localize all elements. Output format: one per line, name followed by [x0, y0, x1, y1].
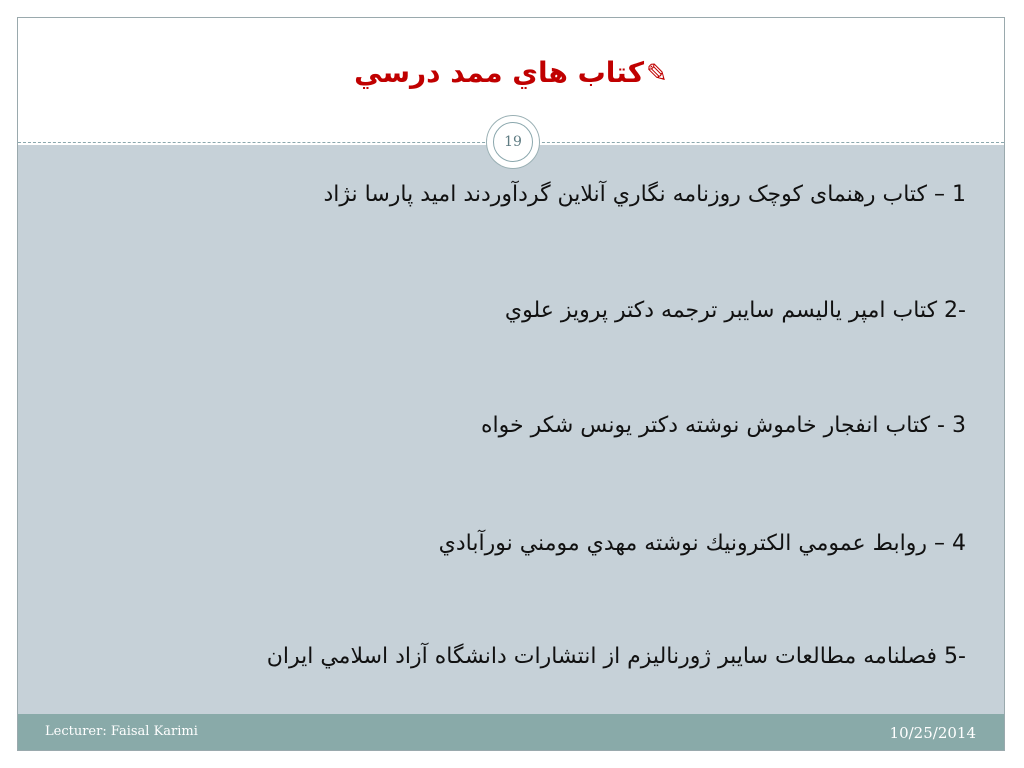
- list-item: -5 فصلنامه مطالعات سايبر ژورناليزم از انتشارات دانشگاه آزاد اسلامي ايران: [266, 644, 966, 669]
- page-number-badge: [487, 116, 539, 168]
- list-item: -2 کتاب امپر ياليسم سايبر ترجمه دکتر پرويز علوي: [504, 298, 966, 323]
- lecturer-label: Lecturer: Faisal Karimi: [45, 724, 198, 739]
- list-item: 3 - کتاب انفجار خاموش نوشته دکتر يونس شکر خواه: [481, 413, 966, 438]
- list-item: 4 – روابط عمومي الکترونيك نوشته مهدي مومني نورآبادي: [438, 531, 966, 556]
- footer-bar: [18, 714, 1004, 750]
- slide-title: [18, 56, 1004, 89]
- slide-title-text: کتاب هاي ممد درسي: [354, 56, 645, 89]
- date-label: 10/25/2014: [889, 724, 976, 742]
- list-item: 1 – کتاب رهنمای کوچک روزنامه نگاري آنلاين گردآوردند اميد پارسا نژاد: [323, 182, 966, 207]
- pen-icon: ✎: [646, 59, 668, 89]
- page-number: 19: [493, 122, 533, 162]
